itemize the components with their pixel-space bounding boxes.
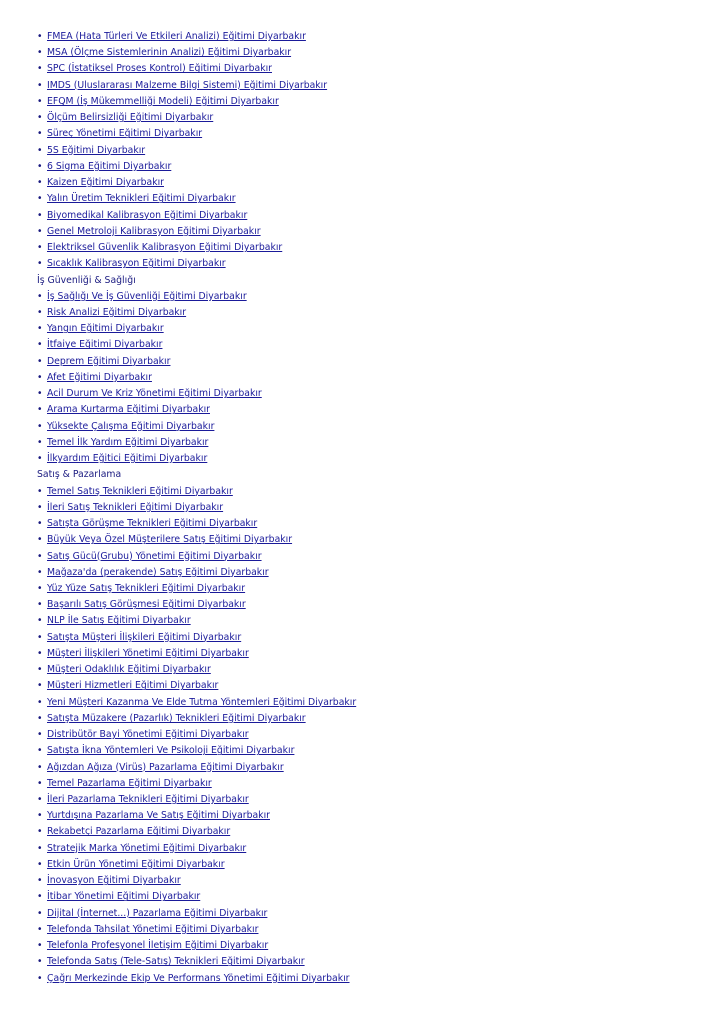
bullet-icon: • <box>37 680 43 692</box>
training-link[interactable]: Sıcaklık Kalibrasyon Eğitimi Diyarbakır <box>47 258 226 270</box>
training-link[interactable]: Süreç Yönetimi Eğitimi Diyarbakır <box>47 128 203 140</box>
list-item <box>37 662 697 678</box>
bullet-icon: • <box>37 485 43 497</box>
list-item <box>37 484 697 500</box>
bullet-icon: • <box>37 160 43 172</box>
training-link[interactable]: Müşteri İlişkileri Yönetimi Eğitimi Diyarbakır <box>47 647 249 659</box>
bullet-icon: • <box>37 290 43 302</box>
list-item <box>37 402 697 418</box>
bullet-icon: • <box>37 631 43 643</box>
bullet-icon: • <box>37 729 43 741</box>
training-link[interactable]: Müşteri Hizmetleri Eğitimi Diyarbakır <box>47 680 219 692</box>
list-item <box>37 451 697 467</box>
section-1 <box>37 273 697 468</box>
bullet-icon: • <box>37 177 43 189</box>
training-link[interactable]: İleri Satış Teknikleri Eğitimi Diyarbakır <box>47 501 224 513</box>
list-item <box>37 45 697 61</box>
list-item <box>37 922 697 938</box>
list-item <box>37 678 697 694</box>
list-item <box>37 971 697 987</box>
list-item <box>37 370 697 386</box>
training-link[interactable]: İnovasyon Eğitimi Diyarbakır <box>47 875 181 887</box>
training-link[interactable]: NLP İle Satış Eğitimi Diyarbakır <box>47 615 191 627</box>
bullet-icon: • <box>37 777 43 789</box>
training-link[interactable]: Biyomedikal Kalibrasyon Eğitimi Diyarbakır <box>47 209 248 221</box>
bullet-icon: • <box>37 404 43 416</box>
section-heading: Satış & Pazarlama <box>37 469 122 481</box>
bullet-icon: • <box>37 453 43 465</box>
bullet-icon: • <box>37 582 43 594</box>
training-link[interactable]: Telefonla Profesyonel İletişim Eğitimi Diyarbakır <box>47 940 269 952</box>
training-link[interactable]: Yangın Eğitimi Diyarbakır <box>47 323 164 335</box>
list-item <box>37 889 697 905</box>
training-link[interactable]: EFQM (İş Mükemmelliği Modeli) Eğitimi Diyarbakır <box>47 95 279 107</box>
bullet-icon: • <box>37 371 43 383</box>
training-link[interactable]: Yalın Üretim Teknikleri Eğitimi Diyarbakır <box>47 193 236 205</box>
bullet-icon: • <box>37 566 43 578</box>
bullet-icon: • <box>37 518 43 530</box>
list-item <box>37 78 697 94</box>
list-item <box>37 94 697 110</box>
training-link[interactable]: 5S Eğitimi Diyarbakır <box>47 144 146 156</box>
list-item <box>37 61 697 77</box>
bullet-icon: • <box>37 647 43 659</box>
list-item <box>37 224 697 240</box>
bullet-icon: • <box>37 306 43 318</box>
training-link[interactable]: Dijital (İnternet...) Pazarlama Eğitimi Diyarbakır <box>47 907 268 919</box>
training-link[interactable]: Satışta Müzakere (Pazarlık) Teknikleri Eğitimi Diyarbakır <box>47 712 306 724</box>
bullet-icon: • <box>37 810 43 822</box>
list-item <box>37 386 697 402</box>
bullet-icon: • <box>37 79 43 91</box>
bullet-icon: • <box>37 242 43 254</box>
list-item <box>37 500 697 516</box>
training-link[interactable]: Satışta Görüşme Teknikleri Eğitimi Diyarbakır <box>47 518 258 530</box>
training-link[interactable]: Genel Metroloji Kalibrasyon Eğitimi Diyarbakır <box>47 225 261 237</box>
bullet-icon: • <box>37 891 43 903</box>
bullet-icon: • <box>37 436 43 448</box>
list-item <box>37 808 697 824</box>
bullet-icon: • <box>37 550 43 562</box>
bullet-icon: • <box>37 47 43 59</box>
bullet-icon: • <box>37 63 43 75</box>
bullet-icon: • <box>37 209 43 221</box>
training-link[interactable]: İş Sağlığı Ve İş Güvenliği Eğitimi Diyarbakır <box>47 290 247 302</box>
list-item <box>37 321 697 337</box>
bullet-icon: • <box>37 923 43 935</box>
training-link[interactable]: Satış Gücü(Grubu) Yönetimi Eğitimi Diyarbakır <box>47 550 262 562</box>
list-item <box>37 143 697 159</box>
training-link[interactable]: Deprem Eğitimi Diyarbakır <box>47 355 171 367</box>
training-link[interactable]: Yurtdışına Pazarlama Ve Satış Eğitimi Diyarbakır <box>47 810 270 822</box>
list-item <box>37 906 697 922</box>
bullet-icon: • <box>37 794 43 806</box>
training-link[interactable]: Temel Pazarlama Eğitimi Diyarbakır <box>47 777 212 789</box>
training-link[interactable]: Elektriksel Güvenlik Kalibrasyon Eğitimi Diyarbakır <box>47 242 283 254</box>
bullet-icon: • <box>37 696 43 708</box>
list-item <box>37 711 697 727</box>
list-item <box>37 565 697 581</box>
bullet-icon: • <box>37 826 43 838</box>
training-link[interactable]: Risk Analizi Eğitimi Diyarbakır <box>47 306 187 318</box>
bullet-icon: • <box>37 664 43 676</box>
training-link[interactable]: Temel İlk Yardım Eğitimi Diyarbakır <box>47 436 209 448</box>
training-link[interactable]: Etkin Ürün Yönetimi Eğitimi Diyarbakır <box>47 858 225 870</box>
training-link[interactable]: Rekabetçi Pazarlama Eğitimi Diyarbakır <box>47 826 231 838</box>
bullet-icon: • <box>37 355 43 367</box>
bullet-icon: • <box>37 599 43 611</box>
list-item <box>37 191 697 207</box>
bullet-icon: • <box>37 534 43 546</box>
bullet-icon: • <box>37 712 43 724</box>
list-item <box>37 597 697 613</box>
training-link[interactable]: Yüksekte Çalışma Eğitimi Diyarbakır <box>47 420 215 432</box>
list-item <box>37 289 697 305</box>
list-item <box>37 646 697 662</box>
list-item <box>37 516 697 532</box>
training-link[interactable]: İtfaiye Eğitimi Diyarbakır <box>47 339 163 351</box>
bullet-icon: • <box>37 501 43 513</box>
training-link[interactable]: 6 Sigma Eğitimi Diyarbakır <box>47 160 172 172</box>
list-item <box>37 305 697 321</box>
training-link[interactable]: IMDS (Uluslararası Malzeme Bilgi Sistemi) Eğitimi Diyarbakır <box>47 79 328 91</box>
training-link[interactable]: Kaizen Eğitimi Diyarbakır <box>47 177 164 189</box>
bullet-icon: • <box>37 940 43 952</box>
bullet-icon: • <box>37 761 43 773</box>
bullet-icon: • <box>37 745 43 757</box>
training-link[interactable]: İlkyardım Eğitici Eğitimi Diyarbakır <box>47 453 208 465</box>
section-2 <box>37 467 697 987</box>
list-item <box>37 727 697 743</box>
training-link[interactable]: Mağaza'da (perakende) Satış Eğitimi Diyarbakır <box>47 566 269 578</box>
training-link[interactable]: Afet Eğitimi Diyarbakır <box>47 371 152 383</box>
list-item <box>37 419 697 435</box>
training-link[interactable]: Müşteri Odaklılık Eğitimi Diyarbakır <box>47 664 211 676</box>
training-link[interactable]: SPC (İstatiksel Proses Kontrol) Eğitimi Diyarbakır <box>47 63 272 75</box>
list-item <box>37 824 697 840</box>
list-item <box>37 792 697 808</box>
bullet-icon: • <box>37 339 43 351</box>
training-link[interactable]: Satışta İkna Yöntemleri Ve Psikoloji Eğitimi Diyarbakır <box>47 745 295 757</box>
list-item <box>37 435 697 451</box>
bullet-icon: • <box>37 95 43 107</box>
training-link[interactable]: Stratejik Marka Yönetimi Eğitimi Diyarbakır <box>47 842 247 854</box>
list-item <box>37 29 697 45</box>
list-item <box>37 695 697 711</box>
list-item <box>37 126 697 142</box>
training-link[interactable]: Satışta Müşteri İlişkileri Eğitimi Diyarbakır <box>47 631 242 643</box>
document-body <box>37 29 697 987</box>
bullet-icon: • <box>37 112 43 124</box>
training-link[interactable]: Arama Kurtarma Eğitimi Diyarbakır <box>47 404 210 416</box>
training-link[interactable]: FMEA (Hata Türleri Ve Etkileri Analizi) Eğitimi Diyarbakır <box>47 31 306 42</box>
training-link[interactable]: Acil Durum Ve Kriz Yönetimi Eğitimi Diyarbakır <box>47 388 262 400</box>
list-item <box>37 175 697 191</box>
bullet-icon: • <box>37 615 43 627</box>
list-item <box>37 208 697 224</box>
list-item <box>37 630 697 646</box>
list-item <box>37 776 697 792</box>
bullet-icon: • <box>37 31 43 42</box>
training-link[interactable]: İtibar Yönetimi Eğitimi Diyarbakır <box>47 891 201 903</box>
section-0 <box>37 29 697 273</box>
bullet-icon: • <box>37 956 43 968</box>
section-heading: İş Güvenliği & Sağlığı <box>37 274 136 286</box>
list-item <box>37 613 697 629</box>
list-item <box>37 581 697 597</box>
list-item <box>37 743 697 759</box>
training-link[interactable]: Başarılı Satış Görüşmesi Eğitimi Diyarbakır <box>47 599 246 611</box>
bullet-icon: • <box>37 858 43 870</box>
list-item <box>37 873 697 889</box>
bullet-icon: • <box>37 972 43 984</box>
training-link[interactable]: İleri Pazarlama Teknikleri Eğitimi Diyarbakır <box>47 794 249 806</box>
training-link[interactable]: Temel Satış Teknikleri Eğitimi Diyarbakır <box>47 485 233 497</box>
list-item <box>37 549 697 565</box>
list-item <box>37 760 697 776</box>
bullet-icon: • <box>37 323 43 335</box>
list-item <box>37 256 697 272</box>
bullet-icon: • <box>37 193 43 205</box>
bullet-icon: • <box>37 907 43 919</box>
training-link[interactable]: Yeni Müşteri Kazanma Ve Elde Tutma Yöntemleri Eğitimi Diyarbakır <box>47 696 357 708</box>
list-item <box>37 159 697 175</box>
bullet-icon: • <box>37 388 43 400</box>
training-link[interactable]: MSA (Ölçme Sistemlerinin Analizi) Eğitimi Diyarbakır <box>47 47 292 59</box>
list-item <box>37 354 697 370</box>
training-link[interactable]: Ölçüm Belirsizliği Eğitimi Diyarbakır <box>47 112 214 124</box>
training-link[interactable]: Yüz Yüze Satış Teknikleri Eğitimi Diyarbakır <box>47 582 246 594</box>
training-link[interactable]: Telefonda Satış (Tele-Satış) Teknikleri Eğitimi Diyarbakır <box>47 956 305 968</box>
list-item <box>37 337 697 353</box>
list-item <box>37 110 697 126</box>
bullet-icon: • <box>37 144 43 156</box>
training-link[interactable]: Telefonda Tahsilat Yönetimi Eğitimi Diyarbakır <box>47 923 259 935</box>
list-item <box>37 532 697 548</box>
bullet-icon: • <box>37 420 43 432</box>
list-item <box>37 240 697 256</box>
list-item <box>37 938 697 954</box>
bullet-icon: • <box>37 128 43 140</box>
bullet-icon: • <box>37 258 43 270</box>
list-item <box>37 841 697 857</box>
list-item <box>37 954 697 970</box>
training-link[interactable]: Büyük Veya Özel Müşterilere Satış Eğitimi Diyarbakır <box>47 534 293 546</box>
bullet-icon: • <box>37 875 43 887</box>
bullet-icon: • <box>37 225 43 237</box>
training-link[interactable]: Ağızdan Ağıza (Virüs) Pazarlama Eğitimi Diyarbakır <box>47 761 284 773</box>
list-item <box>37 857 697 873</box>
training-link[interactable]: Distribütör Bayi Yönetimi Eğitimi Diyarbakır <box>47 729 249 741</box>
bullet-icon: • <box>37 842 43 854</box>
training-link[interactable]: Çağrı Merkezinde Ekip Ve Performans Yönetimi Eğitimi Diyarbakır <box>47 972 350 984</box>
